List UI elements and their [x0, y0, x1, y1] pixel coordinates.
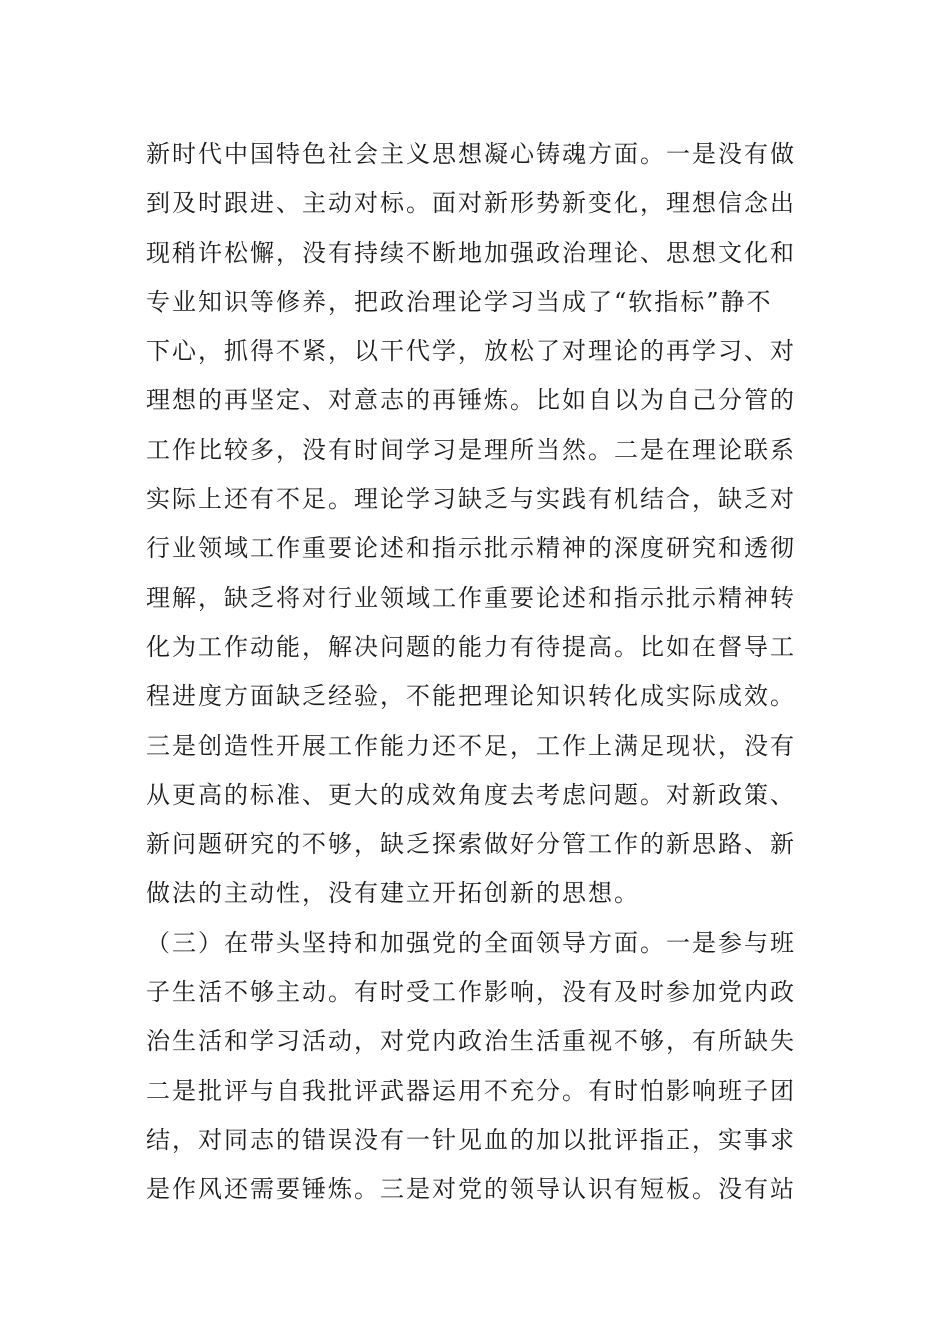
- text-line: 化为工作动能，解决问题的能力有待提高。比如在督导工: [146, 632, 796, 661]
- body-text: [146, 130, 816, 1215]
- text-line: 做法的主动性，没有建立开拓创新的思想。: [146, 879, 640, 908]
- text-line: 专业知识等修养，把政治理论学习当成了“软指标”静不: [146, 287, 773, 316]
- text-line: 现稍许松懈，没有持续不断地加强政治理论、思想文化和: [146, 238, 796, 267]
- text-line: 是作风还需要锤炼。三是对党的领导认识有短板。没有站: [146, 1175, 796, 1204]
- text-line: 理想的再坚定、对意志的再锤炼。比如自以为自己分管的: [146, 386, 796, 415]
- text-line: 结，对同志的错误没有一针见血的加以批评指正，实事求: [146, 1125, 796, 1154]
- text-line: 下心，抓得不紧，以干代学，放松了对理论的再学习、对: [146, 337, 796, 366]
- text-line: 新问题研究的不够，缺乏探索做好分管工作的新思路、新: [146, 830, 796, 859]
- text-line: 治生活和学习活动，对党内政治生活重视不够，有所缺失: [146, 1027, 796, 1056]
- text-line: 程进度方面缺乏经验，不能把理论知识转化成实际成效。: [146, 682, 796, 711]
- text-line: 行业领域工作重要论述和指示批示精神的深度研究和透彻: [146, 534, 796, 563]
- text-line: 三是创造性开展工作能力还不足，工作上满足现状，没有: [146, 731, 796, 760]
- text-line: 实际上还有不足。理论学习缺乏与实践有机结合，缺乏对: [146, 485, 796, 514]
- text-line: 理解，缺乏将对行业领域工作重要论述和指示批示精神转: [146, 583, 796, 612]
- text-line: 子生活不够主动。有时受工作影响，没有及时参加党内政: [146, 978, 796, 1007]
- text-line: 工作比较多，没有时间学习是理所当然。二是在理论联系: [146, 435, 796, 464]
- text-line: 从更高的标准、更大的成效角度去考虑问题。对新政策、: [146, 780, 796, 809]
- text-line: 新时代中国特色社会主义思想凝心铸魂方面。一是没有做: [146, 140, 796, 168]
- text-line: （三）在带头坚持和加强党的全面领导方面。一是参与班: [146, 928, 796, 957]
- text-line: 二是批评与自我批评武器运用不充分。有时怕影响班子团: [146, 1076, 796, 1105]
- text-line: 到及时跟进、主动对标。面对新形势新变化，理想信念出: [146, 189, 796, 218]
